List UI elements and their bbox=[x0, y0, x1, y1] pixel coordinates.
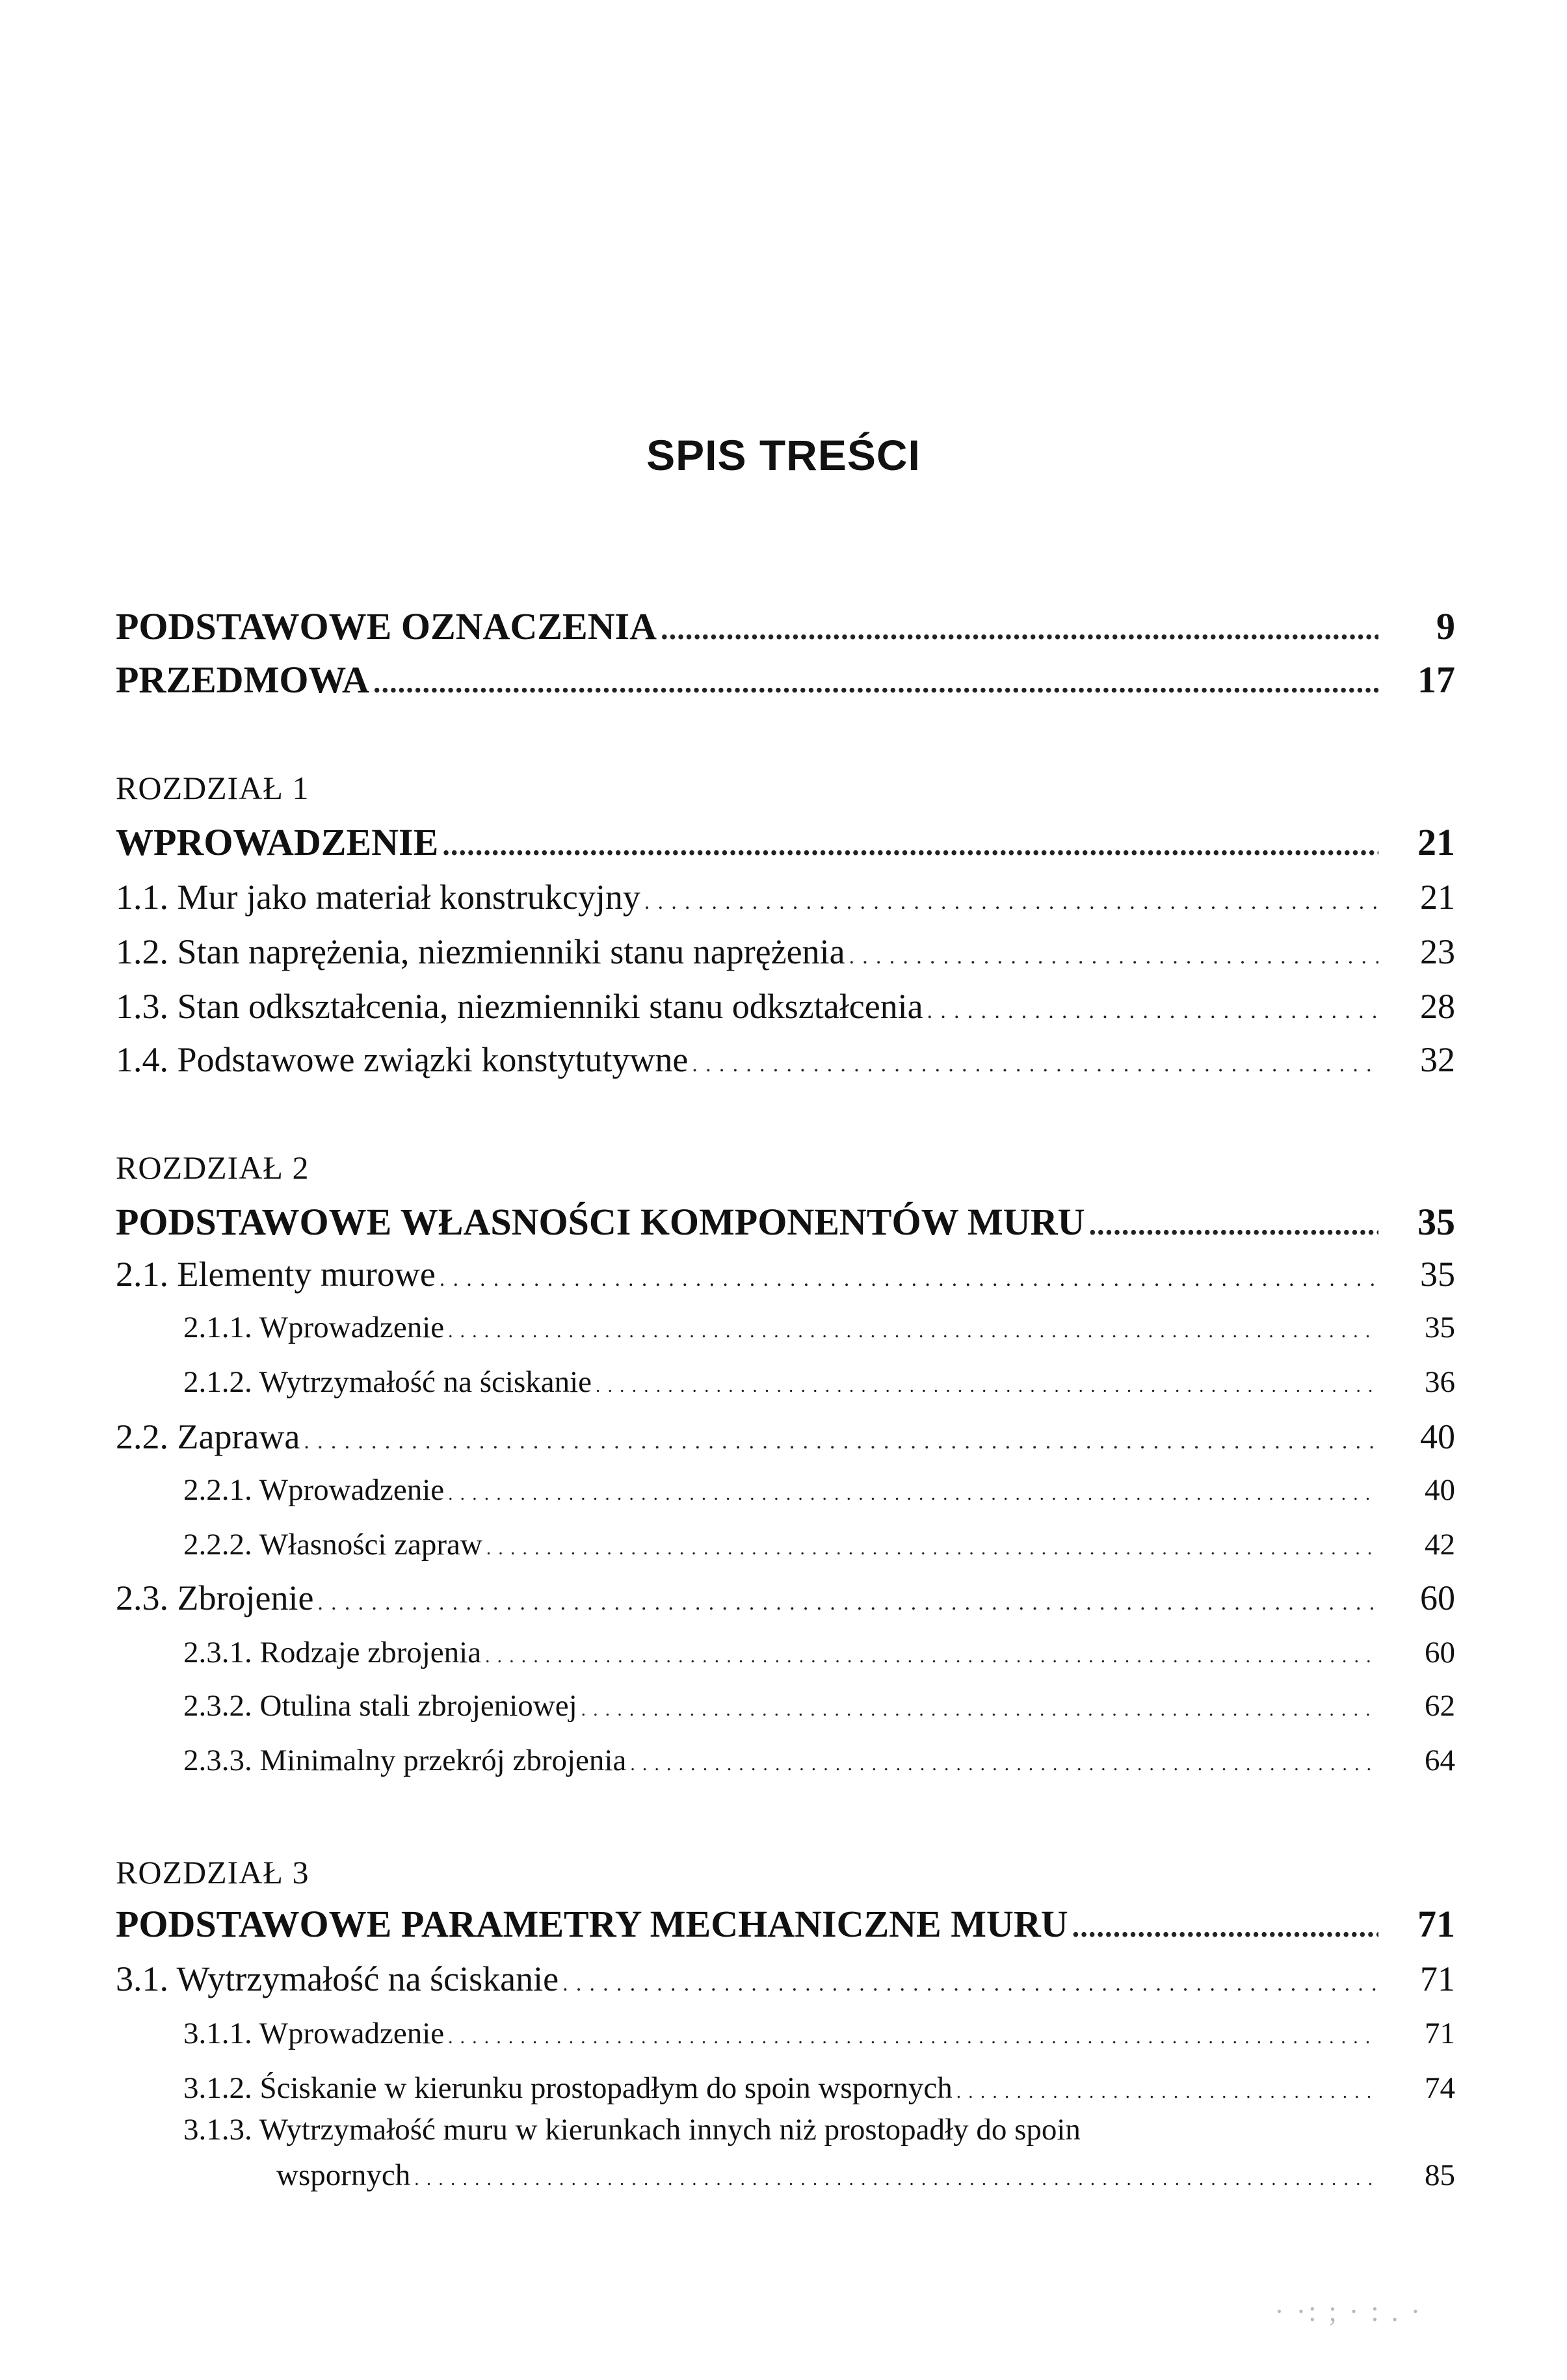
dot-leader bbox=[485, 1630, 1378, 1682]
toc-entry[interactable] bbox=[183, 1734, 1455, 1790]
dot-leader bbox=[644, 876, 1378, 928]
toc-entry-page: 32 bbox=[1420, 1040, 1455, 1079]
toc-entry[interactable] bbox=[183, 1680, 1455, 1736]
toc-entry-przedmowa[interactable] bbox=[116, 654, 1455, 709]
toc-entry-page: 40 bbox=[1425, 1473, 1455, 1507]
toc-entry-page: 74 bbox=[1425, 2071, 1455, 2105]
toc-entry[interactable] bbox=[183, 1627, 1455, 1682]
toc-entry-page: 60 bbox=[1425, 1636, 1455, 1669]
toc-entry[interactable] bbox=[183, 2007, 1455, 2063]
toc-entry-text: 2.3.2. Otulina stali zbrojeniowej bbox=[183, 1689, 577, 1723]
page-title: SPIS TREŚCI bbox=[646, 431, 921, 479]
toc-entry-page: 71 bbox=[1417, 1903, 1455, 1945]
toc-entry-text: 2.2.1. Wprowadzenie bbox=[183, 1473, 445, 1507]
dot-leader bbox=[1072, 1902, 1378, 1954]
toc-entry[interactable] bbox=[183, 1519, 1455, 1575]
dot-leader bbox=[373, 657, 1378, 709]
toc-entry-page: 64 bbox=[1425, 1744, 1455, 1777]
dot-leader bbox=[317, 1577, 1378, 1629]
toc-entry[interactable] bbox=[116, 926, 1455, 983]
toc-entry-page: 21 bbox=[1417, 821, 1455, 863]
toc-entry-page: 60 bbox=[1420, 1578, 1455, 1617]
toc-entry[interactable] bbox=[116, 980, 1455, 1038]
scan-noise-mark: · ·: ; · : . · bbox=[1274, 2295, 1423, 2327]
toc-entry-text: 3.1. Wytrzymałość na ściskanie bbox=[116, 1959, 559, 1998]
dot-leader bbox=[304, 1416, 1378, 1468]
toc-entry-text: wspornych bbox=[276, 2158, 411, 2192]
toc-entry-first-line[interactable]: 3.1.3. Wytrzymałość muru w kierunkach innych niż prostopadły do spoin bbox=[183, 2113, 1081, 2147]
dot-leader bbox=[562, 1958, 1378, 2010]
dot-leader bbox=[440, 1253, 1378, 1305]
chapter-label-1: ROZDZIAŁ 1 bbox=[116, 770, 309, 806]
toc-chapter-heading-1[interactable] bbox=[116, 817, 1455, 872]
toc-entry[interactable] bbox=[116, 1034, 1455, 1091]
toc-entry-text: 2.3. Zbrojenie bbox=[116, 1578, 314, 1617]
dot-leader bbox=[849, 931, 1378, 983]
toc-entry-text: 2.3.1. Rodzaje zbrojenia bbox=[183, 1636, 482, 1669]
toc-entry-text: 1.2. Stan naprężenia, niezmienniki stanu naprężenia bbox=[116, 932, 845, 971]
toc-entry-page: 71 bbox=[1425, 2017, 1455, 2050]
toc-entry-page: 17 bbox=[1417, 659, 1455, 701]
toc-entry[interactable] bbox=[116, 1248, 1455, 1305]
dot-leader bbox=[442, 820, 1378, 872]
toc-entry-text: 1.3. Stan odkształcenia, niezmienniki stanu odkształcenia bbox=[116, 987, 923, 1026]
toc-chapter-heading-3[interactable] bbox=[116, 1898, 1455, 1954]
chapter-label-2: ROZDZIAŁ 2 bbox=[116, 1149, 309, 1186]
dot-leader bbox=[581, 1684, 1378, 1736]
toc-entry-text: 1.1. Mur jako materiał konstrukcyjny bbox=[116, 878, 640, 917]
dot-leader bbox=[927, 986, 1378, 1038]
toc-entry-page: 62 bbox=[1425, 1689, 1455, 1723]
toc-entry-text: PODSTAWOWE WŁASNOŚCI KOMPONENTÓW MURU bbox=[116, 1201, 1085, 1243]
toc-entry[interactable] bbox=[276, 2149, 1455, 2205]
toc-entry-page: 35 bbox=[1417, 1201, 1455, 1243]
toc-entry[interactable] bbox=[183, 1356, 1455, 1412]
dot-leader bbox=[596, 1360, 1378, 1412]
toc-entry[interactable] bbox=[116, 1572, 1455, 1629]
dot-leader bbox=[486, 1523, 1378, 1575]
toc-entry[interactable] bbox=[183, 1464, 1455, 1520]
toc-entry[interactable] bbox=[116, 1411, 1455, 1468]
toc-entry-text: 2.2. Zaprawa bbox=[116, 1417, 300, 1456]
toc-entry[interactable] bbox=[116, 1953, 1455, 2010]
toc-entry-page: 36 bbox=[1425, 1365, 1455, 1399]
toc-entry-text: 2.2.2. Własności zapraw bbox=[183, 1528, 482, 1562]
toc-entry-page: 23 bbox=[1420, 932, 1455, 971]
toc-entry-podstawowe-oznaczenia[interactable] bbox=[116, 601, 1455, 656]
toc-chapter-heading-2[interactable] bbox=[116, 1196, 1455, 1251]
dot-leader bbox=[414, 2153, 1378, 2205]
toc-entry-page: 71 bbox=[1420, 1959, 1455, 1998]
toc-entry-text: 2.1.1. Wprowadzenie bbox=[183, 1311, 445, 1344]
toc-entry-text: 3.1.2. Ściskanie w kierunku prostopadłym do spoin wspornych bbox=[183, 2071, 953, 2105]
dot-leader bbox=[630, 1738, 1378, 1790]
toc-entry-page: 42 bbox=[1425, 1528, 1455, 1562]
chapter-label-3: ROZDZIAŁ 3 bbox=[116, 1854, 309, 1890]
toc-entry-text: WPROWADZENIE bbox=[116, 821, 439, 863]
toc-entry-text: PODSTAWOWE PARAMETRY MECHANICZNE MURU bbox=[116, 1903, 1068, 1945]
toc-entry[interactable] bbox=[183, 1301, 1455, 1357]
toc-entry-text: 1.4. Podstawowe związki konstytutywne bbox=[116, 1040, 689, 1079]
toc-entry-text: PODSTAWOWE OZNACZENIA bbox=[116, 605, 657, 647]
dot-leader bbox=[692, 1039, 1378, 1091]
toc-entry-text: PRZEDMOWA bbox=[116, 659, 369, 701]
toc-entry-text: 2.3.3. Minimalny przekrój zbrojenia bbox=[183, 1744, 627, 1777]
dot-leader bbox=[661, 604, 1378, 656]
dot-leader bbox=[448, 1305, 1378, 1357]
dot-leader bbox=[1088, 1199, 1378, 1251]
toc-entry-text: 2.1. Elementy murowe bbox=[116, 1255, 436, 1294]
toc-entry-page: 35 bbox=[1420, 1255, 1455, 1294]
toc-entry-page: 28 bbox=[1420, 987, 1455, 1026]
toc-entry-text: 3.1.1. Wprowadzenie bbox=[183, 2017, 445, 2050]
toc-entry-page: 21 bbox=[1420, 878, 1455, 917]
dot-leader bbox=[448, 2011, 1378, 2063]
toc-entry-page: 85 bbox=[1425, 2158, 1455, 2192]
toc-entry-text: 2.1.2. Wytrzymałość na ściskanie bbox=[183, 1365, 592, 1399]
toc-entry-page: 9 bbox=[1436, 605, 1455, 647]
dot-leader bbox=[448, 1468, 1378, 1520]
toc-entry[interactable] bbox=[116, 871, 1455, 928]
toc-entry-page: 40 bbox=[1420, 1417, 1455, 1456]
toc-entry-page: 35 bbox=[1425, 1311, 1455, 1344]
